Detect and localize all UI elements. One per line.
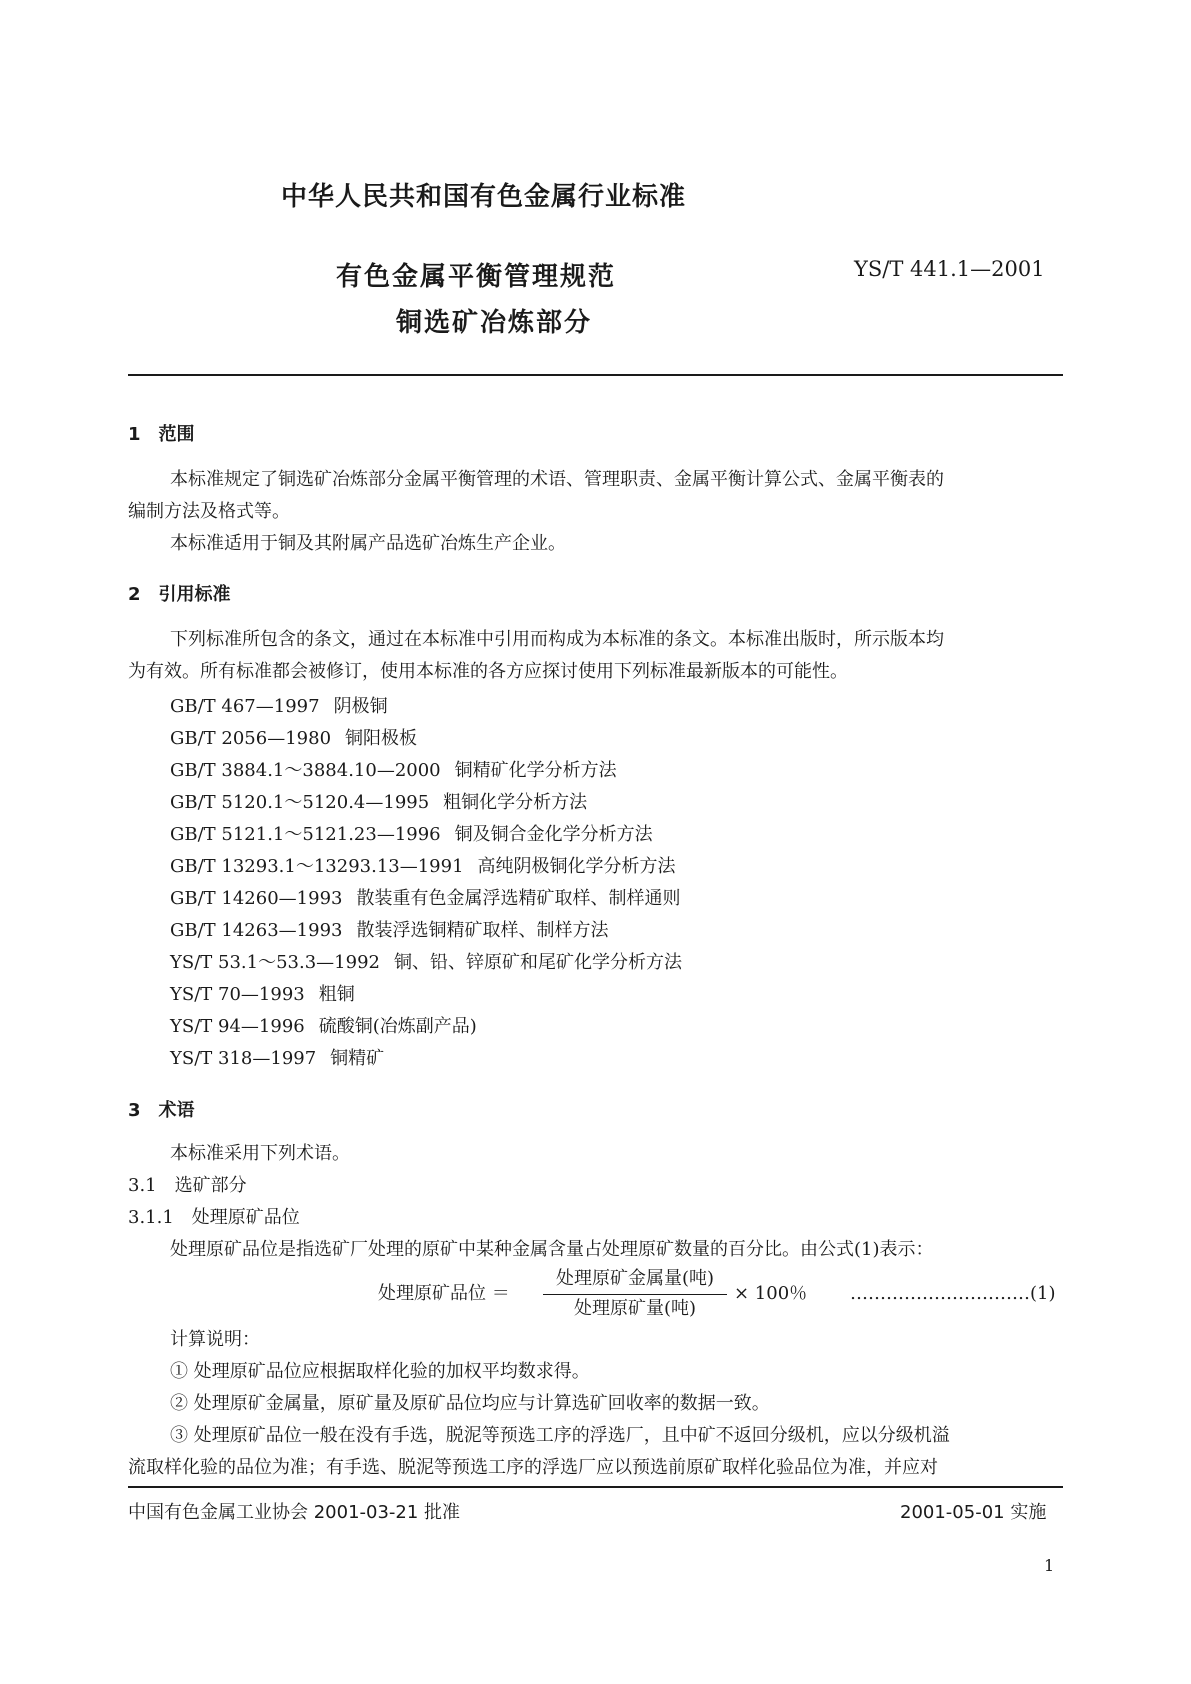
note-3-line1: ③ 处理原矿品位一般在没有手选，脱泥等预选工序的浮选厂，且中矿不返回分级机，应以分级机溢 <box>170 1425 950 1446</box>
reference-item <box>170 1044 384 1070</box>
formula-number: …………………………(1) <box>850 1283 1056 1304</box>
fraction-bar <box>543 1294 727 1295</box>
definition-paragraph: 处理原矿品位是指选矿厂处理的原矿中某种金属含量占处理原矿数量的百分比。由公式(1)表示： <box>170 1239 934 1260</box>
note-1: ① 处理原矿品位应根据取样化验的加权平均数求得。 <box>170 1361 590 1382</box>
section-3-heading: 3 术语 <box>128 1100 195 1121</box>
formula-lhs: 处理原矿品位 ＝ <box>378 1283 510 1304</box>
reference-name: 铜精矿 <box>330 1048 385 1069</box>
formula-multiplier: × 100％ <box>734 1283 808 1304</box>
reference-item <box>170 820 653 846</box>
reference-item <box>170 692 388 718</box>
reference-code: GB/T 5120.1～5120.4—1995 <box>170 792 430 813</box>
reference-item <box>170 980 355 1006</box>
reference-code: GB/T 467—1997 <box>170 696 320 717</box>
reference-item <box>170 948 682 974</box>
reference-name: 阴极铜 <box>333 696 388 717</box>
subsection-3-1-heading: 3.1 选矿部分 <box>128 1175 247 1196</box>
note-2: ② 处理原矿金属量，原矿量及原矿品位均应与计算选矿回收率的数据一致。 <box>170 1393 770 1414</box>
section-2-paragraph-line2: 为有效。所有标准都会被修订，使用本标准的各方应探讨使用下列标准最新版本的可能性。 <box>128 661 848 682</box>
reference-name: 硫酸铜(冶炼副产品) <box>318 1016 477 1037</box>
header-divider <box>128 374 1063 376</box>
section-2-heading: 2 引用标准 <box>128 584 231 605</box>
calculation-note-label: 计算说明： <box>170 1329 260 1350</box>
reference-name: 散装浮选铜精矿取样、制样方法 <box>356 920 609 941</box>
reference-item <box>170 1012 477 1038</box>
reference-item <box>170 756 617 782</box>
section-1-scope-paragraph: 本标准适用于铜及其附属产品选矿冶炼生产企业。 <box>170 533 566 554</box>
reference-name: 铜精矿化学分析方法 <box>454 760 617 781</box>
section-1-paragraph-line1: 本标准规定了铜选矿冶炼部分金属平衡管理的术语、管理职责、金属平衡计算公式、金属平衡表的 <box>170 469 944 490</box>
reference-name: 铜阳极板 <box>345 728 418 749</box>
implementation-date: 2001-05-01 实施 <box>900 1502 1047 1523</box>
section-1-heading: 1 范围 <box>128 424 195 445</box>
reference-code: YS/T 94—1996 <box>170 1016 305 1037</box>
subsection-3-1-1-heading: 3.1.1 处理原矿品位 <box>128 1207 300 1228</box>
reference-name: 高纯阴极铜化学分析方法 <box>477 856 676 877</box>
reference-item <box>170 724 417 750</box>
reference-item <box>170 788 587 814</box>
reference-name: 粗铜 <box>318 984 355 1005</box>
formula-denominator: 处理原矿量(吨) <box>573 1298 697 1319</box>
reference-item <box>170 916 608 942</box>
note-3-line2: 流取样化验的品位为准；有手选、脱泥等预选工序的浮选厂应以预选前原矿取样化验品位为准，并应对 <box>128 1457 938 1478</box>
reference-code: GB/T 14260—1993 <box>170 888 343 909</box>
reference-name: 铜、铅、锌原矿和尾矿化学分析方法 <box>393 952 682 973</box>
reference-code: GB/T 13293.1～13293.13—1991 <box>170 856 464 877</box>
reference-code: GB/T 14263—1993 <box>170 920 343 941</box>
reference-code: GB/T 5121.1～5121.23—1996 <box>170 824 441 845</box>
reference-name: 粗铜化学分析方法 <box>443 792 588 813</box>
section-2-paragraph-line1: 下列标准所包含的条文，通过在本标准中引用而构成为本标准的条文。本标准出版时，所示版本均 <box>170 629 944 650</box>
document-title-line2: 铜选矿冶炼部分 <box>396 308 593 338</box>
reference-name: 铜及铜合金化学分析方法 <box>454 824 653 845</box>
reference-item <box>170 852 676 878</box>
reference-name: 散装重有色金属浮选精矿取样、制样通则 <box>356 888 681 909</box>
section-3-intro: 本标准采用下列术语。 <box>170 1143 350 1164</box>
formula-numerator: 处理原矿金属量(吨) <box>555 1268 715 1289</box>
document-title-line1: 有色金属平衡管理规范 <box>336 262 617 292</box>
reference-code: YS/T 318—1997 <box>170 1048 317 1069</box>
section-1-paragraph-line2: 编制方法及格式等。 <box>128 501 290 522</box>
page-number: 1 <box>1044 1556 1055 1575</box>
reference-item <box>170 884 680 910</box>
reference-code: YS/T 70—1993 <box>170 984 305 1005</box>
approval-statement: 中国有色金属工业协会 2001-03-21 批准 <box>128 1502 461 1523</box>
reference-code: GB/T 3884.1～3884.10—2000 <box>170 760 441 781</box>
reference-code: YS/T 53.1～53.3—1992 <box>170 952 380 973</box>
issuing-body-title: 中华人民共和国有色金属行业标准 <box>281 182 687 212</box>
standard-code: YS/T 441.1—2001 <box>854 257 1045 281</box>
footer-divider <box>128 1486 1063 1488</box>
reference-code: GB/T 2056—1980 <box>170 728 332 749</box>
